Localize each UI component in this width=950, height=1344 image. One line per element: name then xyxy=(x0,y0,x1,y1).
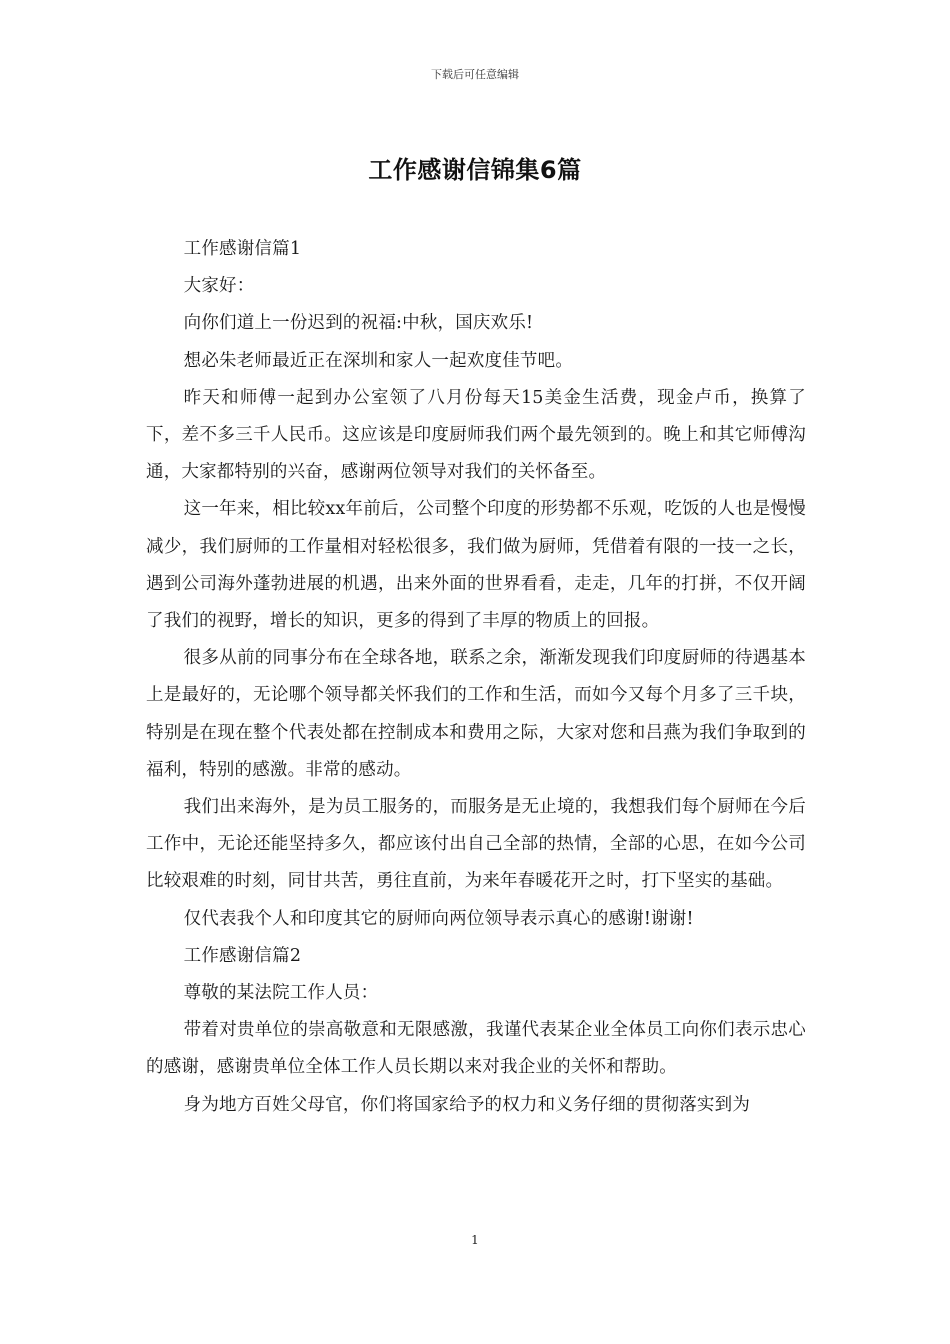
paragraph: 带着对贵单位的崇高敬意和无限感激，我谨代表某企业全体员工向你们表示忠心的感谢，感谢贵单位全体工作人员长期以来对我企业的关怀和帮助。 xyxy=(146,1020,806,1078)
paragraph: 我们出来海外，是为员工服务的，而服务是无止境的，我想我们每个厨师在今后工作中，无论还能坚持多久，都应该付出自己全部的热情，全部的心思，在如今公司比较艰难的时刻，同甘共苦，勇往直前，为来年春暖花开之时，打下坚实的基础。 xyxy=(146,797,806,892)
paragraph: 想必朱老师最近正在深圳和家人一起欢度佳节吧。 xyxy=(183,350,574,371)
page-number: 1 xyxy=(471,1233,479,1247)
paragraph: 很多从前的同事分布在全球各地，联系之余，渐渐发现我们印度厨师的待遇基本上是最好的，无论哪个领导都关怀我们的工作和生活，而如今又每个月多了三千块，特别是在现在整个代表处都在控制成本和费用之际，大家对您和吕燕为我们争取到的福利，特别的感激。非常的感动。 xyxy=(146,648,806,780)
paragraph: 仅代表我个人和印度其它的厨师向两位领导表示真心的感谢!谢谢! xyxy=(183,908,694,929)
salutation: 尊敬的某法院工作人员： xyxy=(183,983,379,1004)
paragraph: 向你们道上一份迟到的祝福:中秋，国庆欢乐! xyxy=(183,313,534,334)
document-body xyxy=(146,231,806,1124)
header-note: 下载后可任意编辑 xyxy=(431,68,519,81)
salutation: 大家好： xyxy=(183,276,255,297)
section-heading: 工作感谢信篇2 xyxy=(183,945,302,966)
paragraph: 这一年来，相比较xx年前后，公司整个印度的形势都不乐观，吃饭的人也是慢慢减少，我们厨师的工作量相对轻松很多，我们做为厨师，凭借着有限的一技一之长，遇到公司海外蓬勃进展的机遇，出来外面的世界看看，走走，几年的打拼，不仅开阔了我们的视野，增长的知识，更多的得到了丰厚的物质上的回报。 xyxy=(146,499,806,632)
paragraph: 昨天和师傅一起到办公室领了八月份每天15美金生活费，现金卢币，换算了下，差不多三千人民币。这应该是印度厨师我们两个最先领到的。晚上和其它师傅沟通，大家都特别的兴奋，感谢两位领导对我们的关怀备至。 xyxy=(146,387,806,483)
paragraph: 身为地方百姓父母官，你们将国家给予的权力和义务仔细的贯彻落实到为 xyxy=(183,1094,751,1115)
section-heading: 工作感谢信篇1 xyxy=(183,239,302,259)
document-title: 工作感谢信锦集6篇 xyxy=(368,156,582,184)
